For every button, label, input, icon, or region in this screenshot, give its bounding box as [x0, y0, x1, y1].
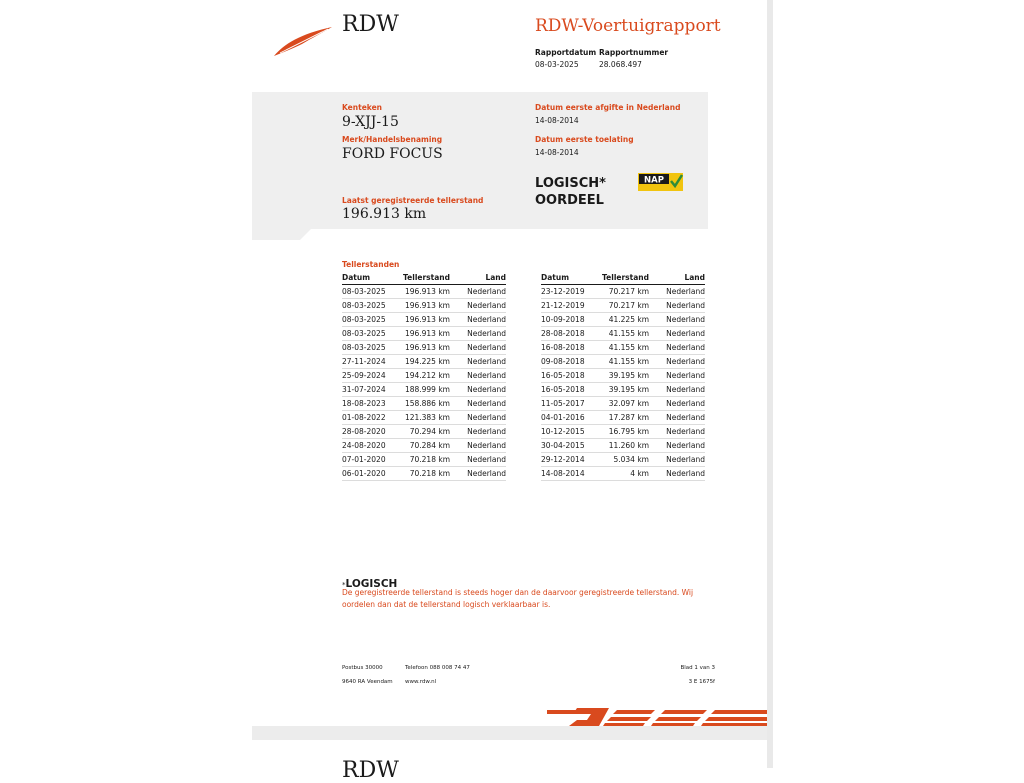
table-row: [541, 425, 705, 439]
reading-date: 07-01-2020: [342, 453, 400, 467]
reading-date: 04-01-2016: [541, 411, 599, 425]
reading-value: 11.260 km: [599, 439, 649, 453]
reading-date: 08-03-2025: [342, 299, 400, 313]
nap-text: NAP: [644, 175, 664, 186]
reading-country: Nederland: [649, 467, 705, 481]
note-asterisk: *: [342, 581, 346, 589]
first-admission-label: Datum eerste toelating: [535, 135, 634, 144]
reading-date: 06-01-2020: [342, 467, 400, 481]
page2-brand-name: RDW: [342, 758, 399, 783]
table-row: [342, 313, 506, 327]
reading-date: 01-08-2022: [342, 411, 400, 425]
reading-country: Nederland: [450, 341, 506, 355]
reading-value: 196.913 km: [400, 285, 450, 299]
footer-website[interactable]: www.rdw.nl: [405, 679, 437, 685]
reading-date: 24-08-2020: [342, 439, 400, 453]
table-row: [342, 285, 506, 299]
reading-value: 196.913 km: [400, 313, 450, 327]
reading-country: Nederland: [450, 397, 506, 411]
reading-value: 70.217 km: [599, 285, 649, 299]
table-row: [342, 397, 506, 411]
vehicle-summary-panel: [252, 92, 708, 229]
table-row: [541, 285, 705, 299]
reading-date: 08-03-2025: [342, 341, 400, 355]
col-value: Tellerstand: [400, 271, 450, 285]
table-row: [541, 327, 705, 341]
reading-country: Nederland: [649, 299, 705, 313]
table-row: [541, 411, 705, 425]
reading-date: 28-08-2018: [541, 327, 599, 341]
reading-value: 121.383 km: [400, 411, 450, 425]
report-date-label: Rapportdatum: [535, 48, 597, 57]
reading-value: 39.195 km: [599, 369, 649, 383]
reading-country: Nederland: [450, 439, 506, 453]
table-row: [342, 439, 506, 453]
first-nl-date: 14-08-2014: [535, 116, 579, 125]
table-row: [342, 369, 506, 383]
table-row: [342, 299, 506, 313]
reading-country: Nederland: [649, 453, 705, 467]
footer-code: 3 E 1675f: [688, 679, 715, 685]
footer-page: Blad 1 van 3: [680, 665, 715, 671]
reading-country: Nederland: [649, 439, 705, 453]
reading-country: Nederland: [649, 369, 705, 383]
reading-date: 10-09-2018: [541, 313, 599, 327]
brand-name: RDW: [342, 12, 399, 37]
reading-country: Nederland: [450, 425, 506, 439]
reading-value: 196.913 km: [400, 299, 450, 313]
reading-country: Nederland: [450, 285, 506, 299]
reading-date: 29-12-2014: [541, 453, 599, 467]
reading-value: 188.999 km: [400, 383, 450, 397]
reading-country: Nederland: [450, 327, 506, 341]
reading-value: 5.034 km: [599, 453, 649, 467]
brand-value: FORD FOCUS: [342, 146, 443, 162]
reading-date: 09-08-2018: [541, 355, 599, 369]
col-value: Tellerstand: [599, 271, 649, 285]
verdict-line-1: LOGISCH*: [535, 176, 606, 191]
decorative-stripes-icon: [547, 706, 767, 726]
reading-date: 30-04-2015: [541, 439, 599, 453]
col-date: Datum: [342, 271, 400, 285]
reading-value: 70.217 km: [599, 299, 649, 313]
reading-country: Nederland: [649, 425, 705, 439]
reading-country: Nederland: [649, 285, 705, 299]
table-row: [541, 467, 705, 481]
table-row: [342, 341, 506, 355]
reading-date: 08-03-2025: [342, 327, 400, 341]
reading-country: Nederland: [649, 397, 705, 411]
page-separator: [252, 726, 767, 740]
reading-date: 10-12-2015: [541, 425, 599, 439]
reading-value: 39.195 km: [599, 383, 649, 397]
first-nl-label: Datum eerste afgifte in Nederland: [535, 103, 681, 112]
col-date: Datum: [541, 271, 599, 285]
table-row: [342, 383, 506, 397]
reading-country: Nederland: [450, 467, 506, 481]
viewer-gutter: [767, 0, 773, 768]
footer-phone: Telefoon 088 008 74 47: [405, 665, 470, 671]
table-row: [541, 341, 705, 355]
table-row: [541, 313, 705, 327]
reading-value: 70.218 km: [400, 467, 450, 481]
reading-value: 70.218 km: [400, 453, 450, 467]
reading-value: 70.284 km: [400, 439, 450, 453]
rdw-logo-icon: [272, 24, 334, 58]
table-row: [342, 411, 506, 425]
reading-value: 194.212 km: [400, 369, 450, 383]
nap-badge-icon: [638, 173, 683, 191]
table-row: [541, 299, 705, 313]
report-number-label: Rapportnummer: [599, 48, 669, 57]
verdict-line-2: OORDEEL: [535, 193, 604, 208]
table-row: [342, 453, 506, 467]
reading-value: 16.795 km: [599, 425, 649, 439]
table-row: [541, 439, 705, 453]
table-row: [541, 453, 705, 467]
reading-date: 14-08-2014: [541, 467, 599, 481]
note-title: LOGISCH: [345, 578, 398, 590]
note-text: De geregistreerde tellerstand is steeds hoger dan de daarvoor geregistreerde tellerstand. Wij oordelen dan dat de tellerstand logisch verklaarbaar is.: [342, 588, 694, 609]
readings-title: Tellerstanden: [342, 260, 400, 269]
reading-date: 16-05-2018: [541, 383, 599, 397]
table-row: [342, 467, 506, 481]
reading-value: 4 km: [599, 467, 649, 481]
reading-value: 41.155 km: [599, 341, 649, 355]
report-date: 08-03-2025: [535, 60, 579, 69]
reading-date: 08-03-2025: [342, 313, 400, 327]
reading-date: 16-08-2018: [541, 341, 599, 355]
plate-value: 9-XJJ-15: [342, 114, 399, 130]
reading-country: Nederland: [649, 341, 705, 355]
reading-country: Nederland: [450, 355, 506, 369]
col-country: Land: [450, 271, 506, 285]
reading-date: 16-05-2018: [541, 369, 599, 383]
reading-country: Nederland: [649, 327, 705, 341]
table-row: [541, 355, 705, 369]
reading-country: Nederland: [649, 313, 705, 327]
reading-value: 41.155 km: [599, 327, 649, 341]
reading-value: 41.225 km: [599, 313, 649, 327]
reading-date: 25-09-2024: [342, 369, 400, 383]
reading-date: 31-07-2024: [342, 383, 400, 397]
reading-value: 194.225 km: [400, 355, 450, 369]
reading-date: 23-12-2019: [541, 285, 599, 299]
reading-country: Nederland: [649, 411, 705, 425]
reading-country: Nederland: [450, 383, 506, 397]
reading-value: 41.155 km: [599, 355, 649, 369]
reading-value: 196.913 km: [400, 327, 450, 341]
readings-table-right: [541, 271, 705, 481]
plate-label: Kenteken: [342, 103, 382, 112]
reading-date: 28-08-2020: [342, 425, 400, 439]
reading-country: Nederland: [450, 453, 506, 467]
reading-date: 18-08-2023: [342, 397, 400, 411]
first-admission-date: 14-08-2014: [535, 148, 579, 157]
reading-value: 158.886 km: [400, 397, 450, 411]
report-page-1: [252, 0, 767, 726]
readings-table-left: [342, 271, 506, 481]
reading-value: 32.097 km: [599, 397, 649, 411]
table-row: [541, 397, 705, 411]
reading-value: 70.294 km: [400, 425, 450, 439]
reading-country: Nederland: [450, 313, 506, 327]
table-row: [342, 355, 506, 369]
col-country: Land: [649, 271, 705, 285]
reading-country: Nederland: [649, 383, 705, 397]
panel-tail: [252, 228, 312, 240]
table-row: [342, 425, 506, 439]
reading-date: 27-11-2024: [342, 355, 400, 369]
brand-label: Merk/Handelsbenaming: [342, 135, 443, 144]
footer-postbus: Postbus 30000: [342, 665, 383, 671]
reading-date: 08-03-2025: [342, 285, 400, 299]
reading-country: Nederland: [450, 299, 506, 313]
report-page-2: [252, 740, 767, 783]
reading-country: Nederland: [450, 411, 506, 425]
table-row: [541, 369, 705, 383]
report-number: 28.068.497: [599, 60, 642, 69]
table-row: [541, 383, 705, 397]
reading-value: 196.913 km: [400, 341, 450, 355]
reading-country: Nederland: [649, 355, 705, 369]
report-title: RDW-Voertuigrapport: [535, 16, 721, 36]
table-row: [342, 327, 506, 341]
reading-value: 17.287 km: [599, 411, 649, 425]
reading-date: 11-05-2017: [541, 397, 599, 411]
footer-city: 9640 RA Veendam: [342, 679, 393, 685]
last-reading-value: 196.913 km: [342, 206, 427, 222]
reading-date: 21-12-2019: [541, 299, 599, 313]
reading-country: Nederland: [450, 369, 506, 383]
last-reading-label: Laatst geregistreerde tellerstand: [342, 196, 484, 205]
